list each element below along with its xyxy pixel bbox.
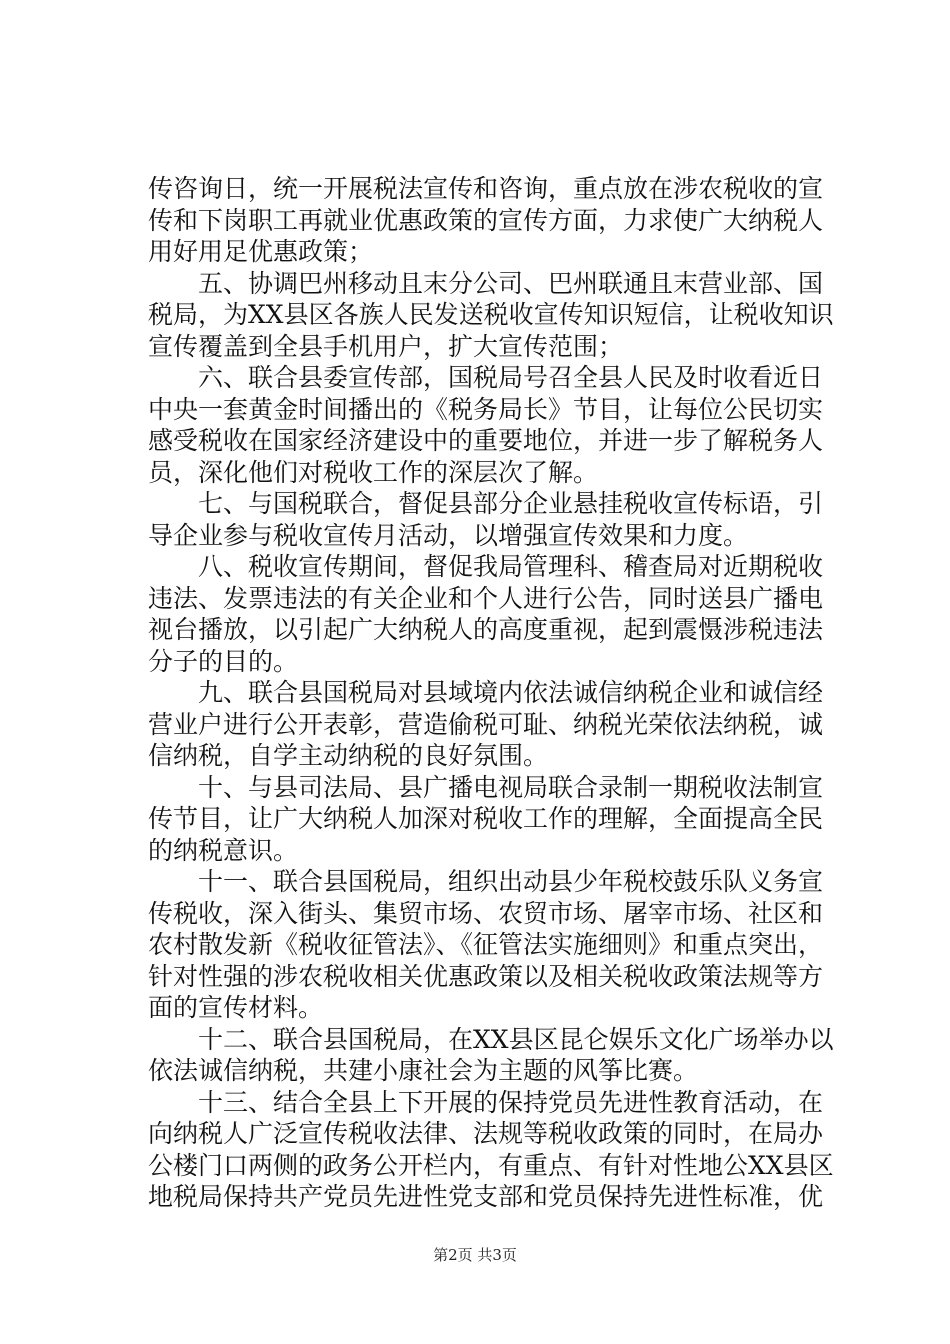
page-footer: 第2页 共3页: [433, 1246, 517, 1264]
text-line: 营业户进行公开表彰，营造偷税可耻、纳税光荣依法纳税，诚: [148, 709, 824, 739]
text-line: 传节目，让广大纳税人加深对税收工作的理解，全面提高全民: [148, 804, 824, 833]
paragraph: [148, 677, 824, 772]
text-line: 十一、联合县国税局，组织出动县少年税校鼓乐队义务宣: [198, 867, 824, 896]
paragraph: [148, 362, 824, 488]
text-line: 的纳税意识。: [148, 835, 299, 865]
text-line: 中央一套黄金时间播出的《税务局长》节目，让每位公民切实: [148, 394, 824, 424]
text-line: 十二、联合县国税局，在XX县区昆仑娱乐文化广场举办以: [198, 1024, 834, 1054]
text-line: 九、联合县国税局对县域境内依法诚信纳税企业和诚信经: [198, 678, 824, 707]
paragraph: [148, 551, 824, 677]
text-line: 传和下岗职工再就业优惠政策的宣传方面，力求使广大纳税人: [148, 205, 824, 235]
text-line: 面的宣传材料。: [148, 993, 324, 1022]
text-line: 传咨询日，统一开展税法宣传和咨询，重点放在涉农税收的宣: [148, 174, 824, 203]
paragraph: [148, 772, 824, 867]
text-line: 用好用足优惠政策；: [148, 237, 374, 266]
text-line: 税局，为XX县区各族人民发送税收宣传知识短信，让税收知识: [148, 300, 834, 329]
text-line: 导企业参与税收宣传月活动，以增强宣传效果和力度。: [148, 520, 749, 550]
paragraph: [148, 488, 824, 551]
text-line: 向纳税人广泛宣传税收法律、法规等税收政策的同时，在局办: [148, 1119, 824, 1148]
text-line: 宣传覆盖到全县手机用户，扩大宣传范围；: [148, 331, 624, 361]
text-line: 六、联合县委宣传部，国税局号召全县人民及时收看近日: [198, 363, 824, 392]
document-body: [148, 173, 834, 1213]
text-line: 员，深化他们对税收工作的深层次了解。: [148, 457, 599, 487]
text-line: 公楼门口两侧的政务公开栏内，有重点、有针对性地公XX县区: [148, 1150, 834, 1180]
text-line: 传税收，深入街头、集贸市场、农贸市场、屠宰市场、社区和: [148, 898, 824, 928]
paragraph: [148, 1087, 834, 1213]
paragraph: [148, 268, 834, 363]
text-line: 感受税收在国家经济建设中的重要地位，并进一步了解税务人: [148, 426, 824, 455]
text-line: 十、与县司法局、县广播电视局联合录制一期税收法制宣: [198, 772, 824, 802]
paragraph: [148, 1024, 834, 1087]
text-line: 地税局保持共产党员先进性党支部和党员保持先进性标准，优: [148, 1182, 824, 1211]
text-line: 五、协调巴州移动且末分公司、巴州联通且末营业部、国: [198, 268, 824, 298]
text-line: 依法诚信纳税，共建小康社会为主题的风筝比赛。: [148, 1056, 699, 1085]
text-line: 农村散发新《税收征管法》、《征管法实施细则》和重点突出，: [148, 930, 824, 959]
text-line: 分子的目的。: [148, 646, 299, 676]
text-line: 八、税收宣传期间，督促我局管理科、稽查局对近期税收: [198, 552, 824, 581]
text-line: 信纳税，自学主动纳税的良好氛围。: [148, 741, 549, 770]
paragraph: [148, 866, 824, 1024]
text-line: 违法、发票违法的有关企业和个人进行公告，同时送县广播电: [148, 583, 824, 613]
text-line: 视台播放，以引起广大纳税人的高度重视，起到震慑涉税违法: [148, 615, 824, 644]
text-line: 七、与国税联合，督促县部分企业悬挂税收宣传标语，引: [198, 489, 824, 518]
paragraph: [148, 173, 824, 268]
text-line: 针对性强的涉农税收相关优惠政策以及相关税收政策法规等方: [148, 961, 824, 991]
text-line: 十三、结合全县上下开展的保持党员先进性教育活动，在: [198, 1087, 824, 1117]
